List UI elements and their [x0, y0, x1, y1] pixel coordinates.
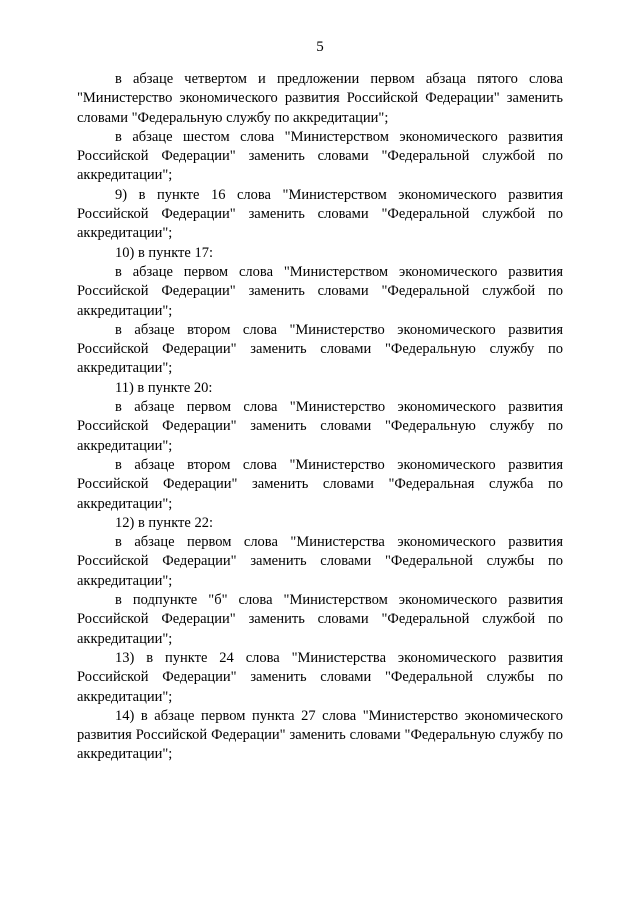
paragraph: 11) в пункте 20:	[115, 379, 213, 396]
paragraph: в абзаце втором слова "Министерство экономического развития Российской Федерации" заменить словами "Федеральную службу по аккредитации";	[77, 321, 563, 377]
paragraph: в абзаце втором слова "Министерство экономического развития Российской Федерации" заменить словами "Федеральная служба по аккредитации";	[77, 456, 563, 512]
paragraph: в абзаце первом слова "Министерства экономического развития Российской Федерации" заменить словами "Федеральной службы по аккредитации";	[77, 534, 563, 589]
paragraph: в абзаце шестом слова "Министерством экономического развития Российской Федерации" заменить словами "Федеральной службой по аккредитации";	[77, 128, 563, 184]
paragraph: 12) в пункте 22:	[115, 514, 213, 531]
paragraph: в абзаце первом слова "Министерством экономического развития Российской Федерации" заменить словами "Федеральной службой по аккредитации";	[77, 263, 563, 319]
paragraph: 13) в пункте 24 слова "Министерства экономического развития Российской Федерации" заменить словами "Федеральной службы по аккредитации";	[77, 649, 563, 705]
page-number: 5	[316, 39, 324, 55]
paragraph: в подпункте "б" слова "Министерством экономического развития Российской Федерации" заменить словами "Федеральной службой по аккредитации";	[77, 592, 563, 647]
paragraph: 14) в абзаце первом пункта 27 слова "Министерство экономического развития Российской Федерации" заменить словами "Федеральную службу по аккредитации";	[77, 707, 563, 763]
paragraph: 9) в пункте 16 слова "Министерством экономического развития Российской Федерации" заменить словами "Федеральной службой по аккредитации";	[77, 186, 563, 242]
paragraph: в абзаце первом слова "Министерство экономического развития Российской Федерации" заменить словами "Федеральную службу по аккредитации";	[77, 399, 563, 454]
paragraph: 10) в пункте 17:	[115, 244, 213, 261]
paragraph: в абзаце четвертом и предложении первом абзаца пятого слова "Министерство экономического развития Российской Федерации" заменить словами "Федеральную службу по аккредитации";	[77, 71, 563, 126]
document-body	[77, 70, 563, 765]
